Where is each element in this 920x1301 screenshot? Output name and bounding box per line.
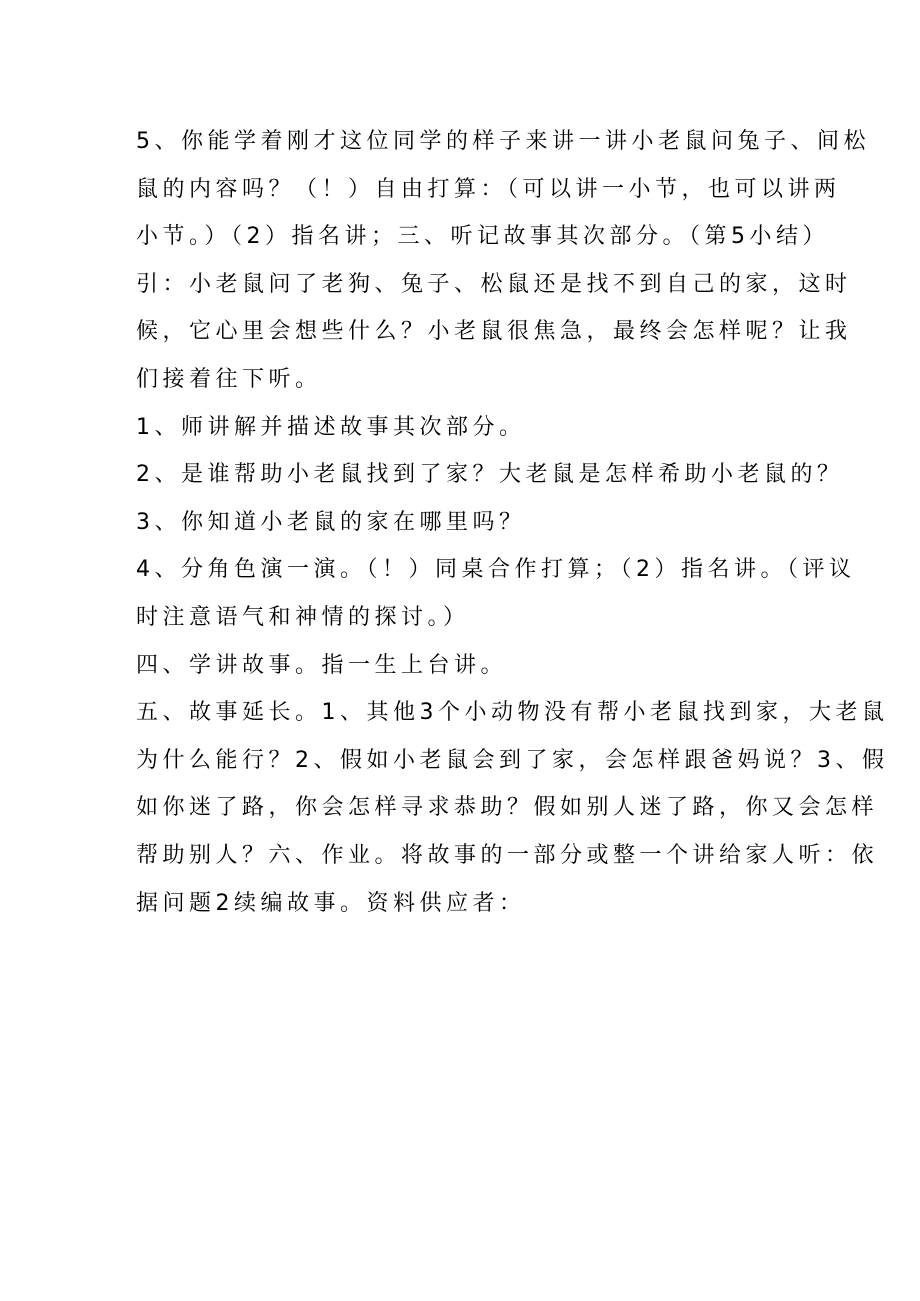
- text-line: 5、你能学着刚才这位同学的样子来讲一讲小老鼠问兔子、间松: [136, 129, 870, 154]
- text-line: 为什么能行？2、假如小老鼠会到了家，会怎样跟爸妈说？3、假: [136, 747, 889, 773]
- text-line: 据问题2续编故事。资料供应者：: [136, 890, 526, 916]
- text-line: 如你迷了路，你会怎样寻求恭助？假如别人迷了路，你又会怎样: [136, 795, 879, 821]
- text-line: 时注意语气和神情的探讨。）: [136, 604, 470, 630]
- text-line: 小节。）（2）指名讲；三、听记故事其次部分。（第5小结）: [136, 224, 829, 250]
- text-line: 五、故事延长。1、其他3个小动物没有帮小老鼠找到家，大老鼠: [136, 700, 889, 726]
- document-body: [136, 118, 889, 927]
- text-line: 4、分角色演一演。（！）同桌合作打算；（2）指名讲。（评议: [136, 557, 856, 583]
- text-line: 们接着往下听。: [136, 366, 322, 392]
- text-line: 1、师讲解并描述故事其次部分。: [136, 414, 526, 440]
- text-line: 候，它心里会想些什么？小老鼠很焦急，最终会怎样呢？让我: [136, 319, 852, 345]
- text-line: 四、学讲故事。指一生上台讲。: [136, 652, 508, 678]
- text-line: 帮助别人？六、作业。将故事的一部分或整一个讲给家人听：依: [136, 842, 879, 868]
- text-line: 鼠的内容吗？（！）自由打算：（可以讲一小节，也可以讲两: [136, 176, 841, 202]
- text-line: 引：小老鼠问了老狗、兔子、松鼠还是找不到自己的家，这时: [136, 271, 852, 297]
- text-line: 2、是谁帮助小老鼠找到了家？大老鼠是怎样希助小老鼠的？: [136, 462, 844, 488]
- text-line: 3、你知道小老鼠的家在哪里吗？: [136, 509, 526, 535]
